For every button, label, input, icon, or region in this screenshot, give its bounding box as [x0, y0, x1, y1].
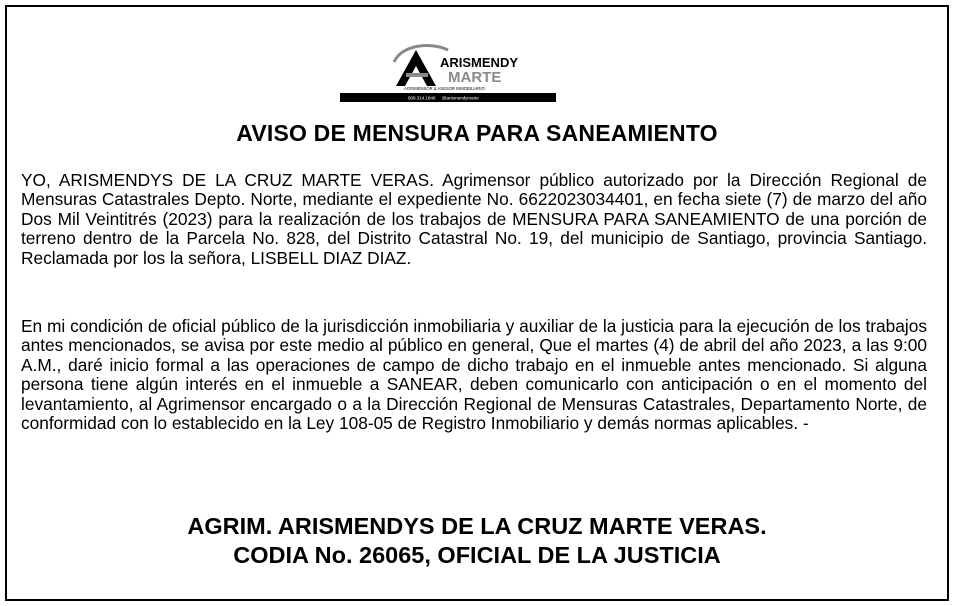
- logo-a-bar: [406, 73, 428, 77]
- notice-title: AVISO DE MENSURA PARA SANEAMIENTO: [236, 120, 718, 146]
- signature-name: AGRIM. ARISMENDYS DE LA CRUZ MARTE VERAS.: [187, 513, 767, 539]
- logo-tagline: AGRIMENSOR & ASESOR INMOBILIARIO: [404, 86, 485, 91]
- logo-brand-top: ARISMENDY: [440, 55, 519, 70]
- logo-brand-bottom: MARTE: [448, 69, 502, 86]
- logo-contact-handle: @arismendymarte: [442, 95, 479, 101]
- notice-paragraph-1: YO, ARISMENDYS DE LA CRUZ MARTE VERAS. Agrimensor público autorizado por la Dirección Regional de Mensuras Catastrales Depto. Norte, mediante el expediente No. 6622023034401, en fecha siete (7) de marzo del año Dos Mil Veintitrés (2023) para la realización de los trabajos de MENSURA PARA SANEAMIENTO de una porción de terreno dentro de la Parcela No. 828, del Distrito Catastral No. 19, del municipio de Santiago, provincia Santiago. Reclamada por los la señora, LISBELL DIAZ DIAZ.: [21, 170, 927, 268]
- company-logo: [336, 38, 560, 102]
- notice-paragraph-2: En mi condición de oficial público de la jurisdicción inmobiliaria y auxiliar de la justicia para la ejecución de los trabajos antes mencionados, se avisa por este medio al público en general, Que el martes (4) de abril del año 2023, a las 9:00 A.M., daré inicio formal a las operaciones de campo de dicho trabajo en el inmueble antes mencionado. Si alguna persona tiene algún interés en el inmueble a SANEAR, deben comunicarlo con anticipación o en el momento del levantamiento, al Agrimensor encargado o a la Dirección Regional de Mensuras Catastrales, Departamento Norte, de conformidad con lo establecido en la Ley 108-05 de Registro Inmobiliario y demás normas aplicables. -: [21, 316, 927, 434]
- logo-a-emblem: [396, 50, 436, 86]
- signature-credentials: CODIA No. 26065, OFICIAL DE LA JUSTICIA: [233, 542, 721, 568]
- logo-contact-phone: 809.314.1846: [408, 95, 436, 101]
